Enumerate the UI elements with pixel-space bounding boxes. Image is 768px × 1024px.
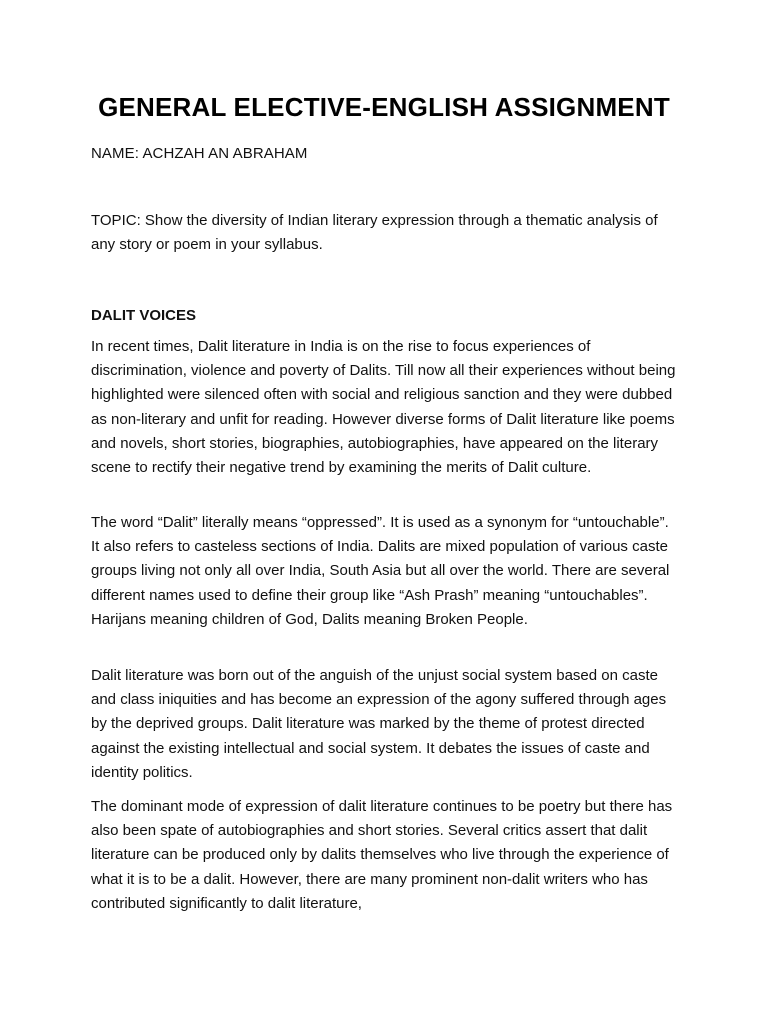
body-paragraph: The dominant mode of expression of dalit literature continues to be poetry but there has also been spate of autobiographies and short stories. Several critics assert that dalit literature can be produced only by dalits themselves who live through the experience of what it is to be a dalit. However, there are many prominent non-dalit writers who has contributed significantly to dalit literature, [91,798,673,912]
body-paragraph: Dalit literature was born out of the anguish of the unjust social system based on caste and class iniquities and has become an expression of the agony suffered through ages by the deprived groups. Dalit literature was marked by the theme of protest directed against the existing intellectual and social system. It debates the issues of caste and identity politics. [91,667,667,781]
body-paragraph: The word “Dalit” literally means “oppressed”. It is used as a synonym for “untouchable”. It also refers to casteless sections of India. Dalits are mixed population of various caste groups living not only all over India, South Asia but all over the world. There are several different names used to define their group like “Ash Prash” meaning “untouchables”. Harijans meaning children of God, Dalits meaning Broken People. [91,514,670,628]
document-title: GENERAL ELECTIVE-ENGLISH ASSIGNMENT [98,92,670,122]
student-name: NAME: ACHZAH AN ABRAHAM [91,145,308,162]
body-paragraph: In recent times, Dalit literature in India is on the rise to focus experiences of discrimination, violence and poverty of Dalits. Till now all their experiences without being highlighted were silenced often with social and religious sanction and they were dubbed as non-literary and unfit for reading. However diverse forms of Dalit literature like poems and novels, short stories, biographies, autobiographies, have appeared on the literary scene to rectify their negative trend by examining the merits of Dalit culture. [91,338,676,477]
assignment-topic: TOPIC: Show the diversity of Indian literary expression through a thematic analysis of any story or poem in your syllabus. [91,212,658,254]
section-heading: DALIT VOICES [91,307,197,324]
